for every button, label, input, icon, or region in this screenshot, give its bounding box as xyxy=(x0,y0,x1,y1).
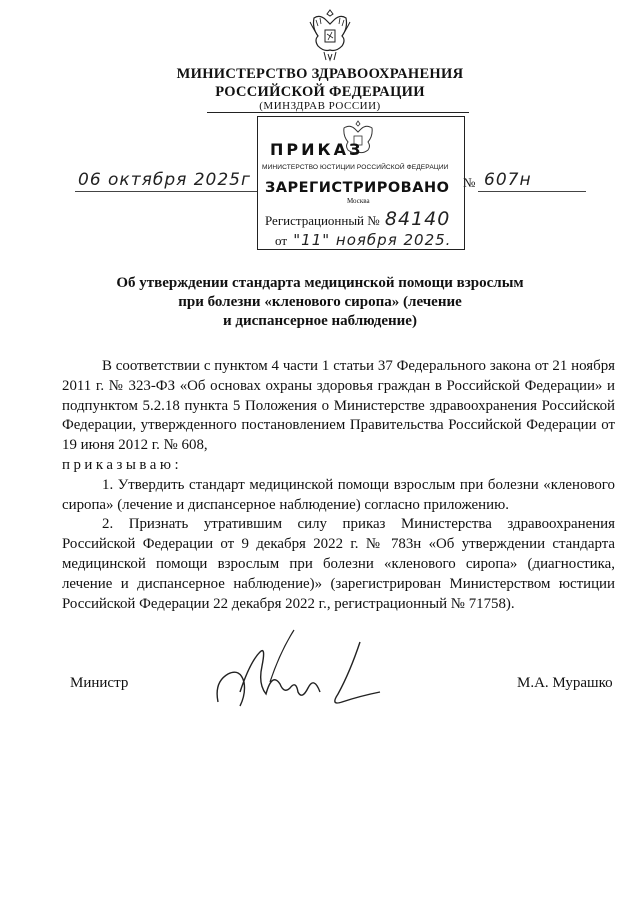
document-title xyxy=(0,274,640,331)
header-divider xyxy=(207,112,469,113)
number-line xyxy=(478,191,586,192)
title-line2: при болезни «кленового сиропа» (лечение xyxy=(178,294,462,310)
stamp-reg-label-text: Регистрационный № xyxy=(265,213,380,228)
stamp-reg-label xyxy=(265,208,450,230)
date-line xyxy=(75,191,257,192)
stamp-date-prefix: от xyxy=(275,233,288,248)
stamp-date xyxy=(275,231,451,249)
item-1: 1. Утвердить стандарт медицинской помощи взрослым при болезни «кленового сиропа» (лечение и диспансерное наблюдение) согласно приложению. xyxy=(62,476,615,513)
prikazyvayu: приказываю: xyxy=(62,456,183,473)
document-body xyxy=(62,357,615,614)
stamp-reg-number: 84140 xyxy=(384,208,451,230)
ministry-name-line1: МИНИСТЕРСТВО ЗДРАВООХРАНЕНИЯ xyxy=(176,66,464,82)
signature-image xyxy=(210,622,420,717)
ministry-name-line2: РОССИЙСКОЙ ФЕДЕРАЦИИ xyxy=(215,84,425,100)
preamble: В соответствии с пунктом 4 части 1 статьи 37 Федерального закона от 21 ноября 2011 г. № 323-ФЗ «Об основах охраны здоровья граждан в Российской Федерации» и подпунктом 5.2.18 пункта 5 Положения о Министерстве здравоохранения Российской Федерации, утвержденного постановлением Правительства Российской Федерации от 19 июня 2012 г. № 608, xyxy=(62,358,615,454)
stamp-date-value: "11" ноября 2025. xyxy=(293,231,452,249)
signer-role: Министр xyxy=(70,675,129,691)
ministry-short-name: (МИНЗДРАВ РОССИИ) xyxy=(259,100,381,112)
title-line1: Об утверждении стандарта медицинской помощи взрослым xyxy=(116,275,524,291)
order-date: 06 октября 2025г xyxy=(78,170,251,190)
order-number: 607н xyxy=(484,170,532,190)
stamp-registered: ЗАРЕГИСТРИРОВАНО xyxy=(265,180,450,196)
signer-name: М.А. Мурашко xyxy=(517,675,613,691)
title-line3: и диспансерное наблюдение) xyxy=(223,313,417,329)
coat-of-arms-icon xyxy=(306,6,354,64)
stamp-city: Москва xyxy=(347,197,370,205)
stamp-prikaz: ПРИКАЗ xyxy=(270,140,364,159)
item-2: 2. Признать утратившим силу приказ Министерства здравоохранения Российской Федерации от 9 декабря 2022 г. № 783н «Об утверждении стандарта медицинской помощи взрослым при болезни «кленового сиропа» (диагностика, лечение и диспансерное наблюдение)» (зарегистрирован Министерством юстиции Российской Федерации 22 декабря 2022 г., регистрационный № 71758). xyxy=(62,516,615,612)
order-number-label: № xyxy=(463,175,476,190)
stamp-ministry: МИНИСТЕРСТВО ЮСТИЦИИ РОССИЙСКОЙ ФЕДЕРАЦИИ xyxy=(262,164,449,171)
